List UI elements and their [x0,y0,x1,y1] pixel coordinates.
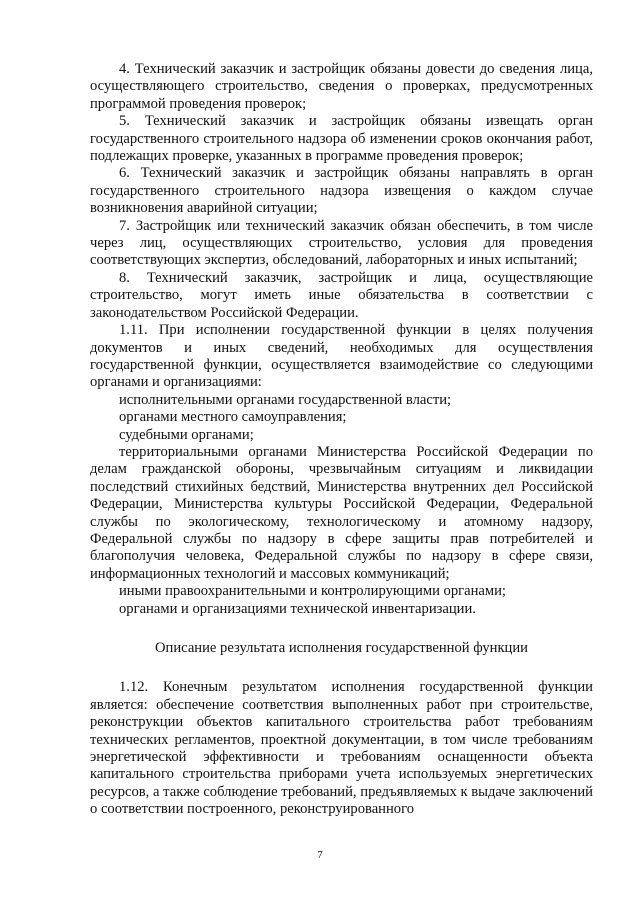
paragraph-item-6: 6. Технический заказчик и застройщик обязаны направлять в орган государственного строительного надзора извещения о каждом случае возникновения аварийной ситуации; [90,165,593,217]
paragraph-item-8: 8. Технический заказчик, застройщик и лица, осуществляющие строительство, могут иметь иные обязательства в соответствии с законодательством Российской Федерации. [90,269,593,321]
paragraph-item-4: 4. Технический заказчик и застройщик обязаны довести до сведения лица, осуществляющего строительство, сведения о проверках, предусмотренных программой проведения проверок; [90,61,593,112]
paragraph-1-11: 1.11. При исполнении государственной функции в целях получения документов и иных сведений, необходимых для осуществления государственной функции, осуществляется взаимодействие со следующими органами и организациями: [90,322,593,391]
list-item-territorial: территориальными органами Министерства Российской Федерации по делам гражданской обороны, чрезвычайным ситуациям и ликвидации последствий стихийных бедствий, Министерства внутренних дел Российской Федерации, Министерства культуры Российской Федерации, Федеральной службы по экологическому, технологическому и атомному надзору, Федеральной службы по надзору в сфере защиты прав потребителей и благополучия человека, Федеральной службы по надзору в сфере связи, информационных технологий и массовых коммуникаций; [90,443,593,582]
paragraph-item-7: 7. Застройщик или технический заказчик обязан обеспечить, в том числе через лиц, осуществляющих строительство, условия для проведения соответствующих экспертиз, обследований, лабораторных и иных испытаний; [90,217,593,269]
list-item: органами местного самоуправления; [119,409,347,426]
list-item: исполнительными органами государственной власти; [119,391,452,408]
document-body [90,61,593,819]
section-heading: Описание результата исполнения государственной функции [155,640,528,656]
paragraph-item-5: 5. Технический заказчик и застройщик обязаны извещать орган государственного строительного надзора об изменении сроков окончания работ, подлежащих проверке, указанных в программе проведения проверок; [90,113,593,165]
page-number: 7 [317,849,323,861]
list-item: иными правоохранительными и контролирующими органами; [119,583,506,600]
paragraph-1-12: 1.12. Конечным результатом исполнения государственной функции является: обеспечение соответствия выполненных работ при строительстве, реконструкции объектов капитального строительства работ требованиям технических регламентов, проектной документации, в том числе требованиям энергетической эффективности и требованиям оснащенности объекта капитального строительства приборами учета используемых энергетических ресурсов, а также соблюдение требований, предъявляемых к выдаче заключений о соответствии построенного, реконструированного [90,679,593,818]
list-item: органами и организациями технической инвентаризации. [119,600,476,617]
list-item: судебными органами; [119,426,254,443]
